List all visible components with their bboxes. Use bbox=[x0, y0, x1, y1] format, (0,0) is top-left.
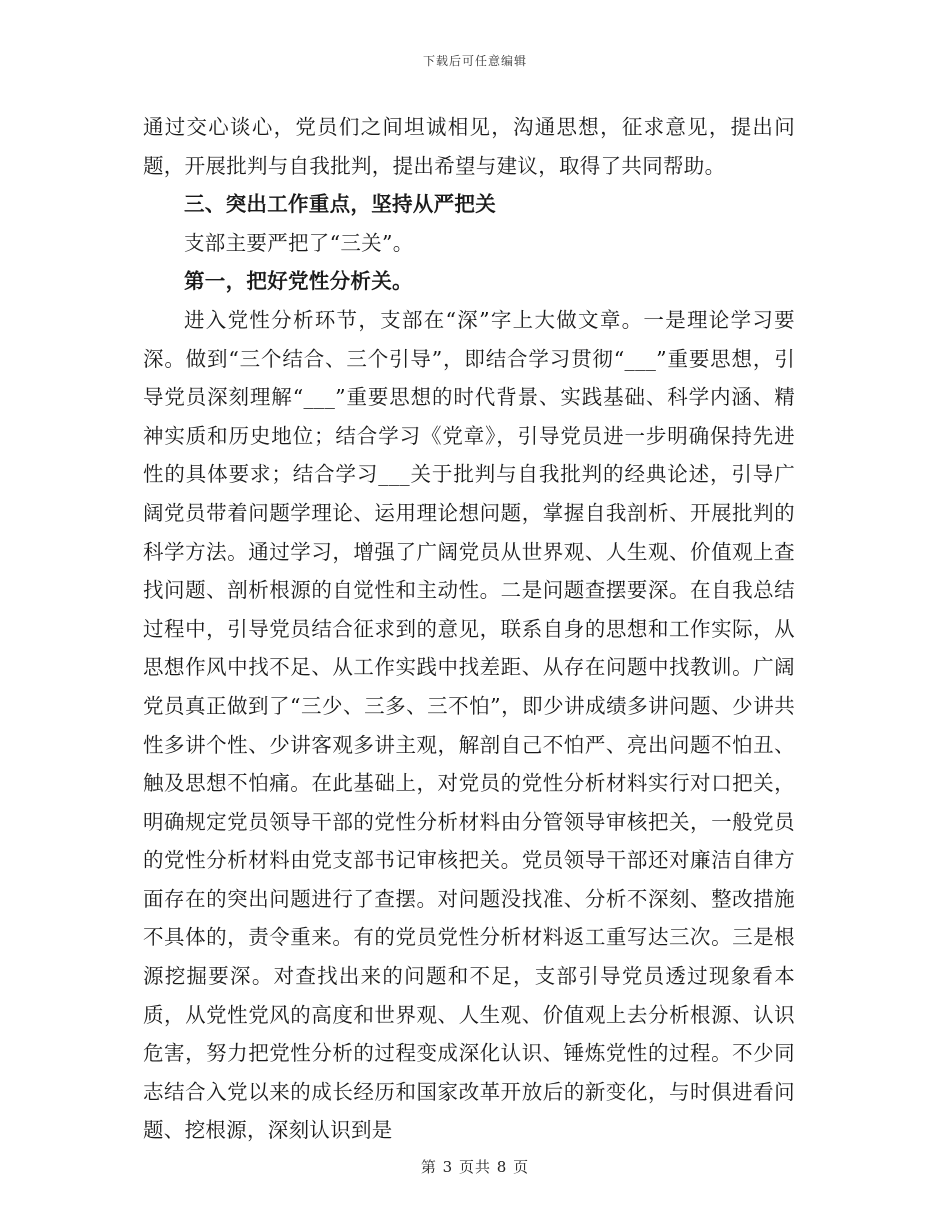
section-heading-3: 三、突出工作重点，坚持从严把关 bbox=[184, 192, 496, 217]
paragraph-3: 进入党性分析环节，支部在“深”字上大做文章。一是理论学习要深。做到“三个结合、三个引导”，即结合学习贯彻“___”重要思想，引导党员深刻理解“___”重要思想的时代背景、实践基础、科学内涵、精神实质和历史地位；结合学习《党章》，引导党员进一步明确保持先进性的具体要求；结合学习___关于批判与自我批判的经典论述，引导广阔党员带着问题学理论、运用理论想问题，掌握自我剖析、开展批判的科学方法。通过学习，增强了广阔党员从世界观、人生观、价值观上查找问题、剖析根源的自觉性和主动性。二是问题查摆要深。在自我总结过程中，引导党员结合征求到的意见，联系自身的思想和工作实际，从思想作风中找不足、从工作实践中找差距、从存在问题中找教训。广阔党员真正做到了“三少、三多、三不怕”，即少讲成绩多讲问题、少讲共性多讲个性、少讲客观多讲主观，解剖自己不怕严、亮出问题不怕丑、触及思想不怕痛。在此基础上，对党员的党性分析材料实行对口把关，明确规定党员领导干部的党性分析材料由分管领导审核把关，一般党员的党性分析材料由党支部书记审核把关。党员领导干部还对廉洁自律方面存在的突出问题进行了查摆。对问题没找准、分析不深刻、整改措施不具体的，责令重来。有的党员党性分析材料返工重写达三次。三是根源挖掘要深。对查找出来的问题和不足，支部引导党员透过现象看本质，从党性党风的高度和世界观、人生观、价值观上去分析根源、认识危害，努力把党性分析的过程变成深化认识、锤炼党性的过程。不少同志结合入党以来的成长经历和国家改革开放后的新变化，与时俱进看问题、挖根源，深刻认识到是 bbox=[143, 307, 795, 1143]
subheading-1: 第一，把好党性分析关。 bbox=[184, 269, 413, 294]
document-body bbox=[143, 108, 795, 1150]
page-header: 下载后可任意编辑 bbox=[422, 54, 527, 68]
paragraph-2: 支部主要严把了“三关”。 bbox=[184, 230, 414, 255]
paragraph-1: 通过交心谈心，党员们之间坦诚相见，沟通思想，征求意见，提出问题，开展批判与自我批判，提出希望与建议，取得了共同帮助。 bbox=[143, 115, 795, 178]
page-footer: 第 3 页共 8 页 bbox=[420, 1158, 530, 1176]
